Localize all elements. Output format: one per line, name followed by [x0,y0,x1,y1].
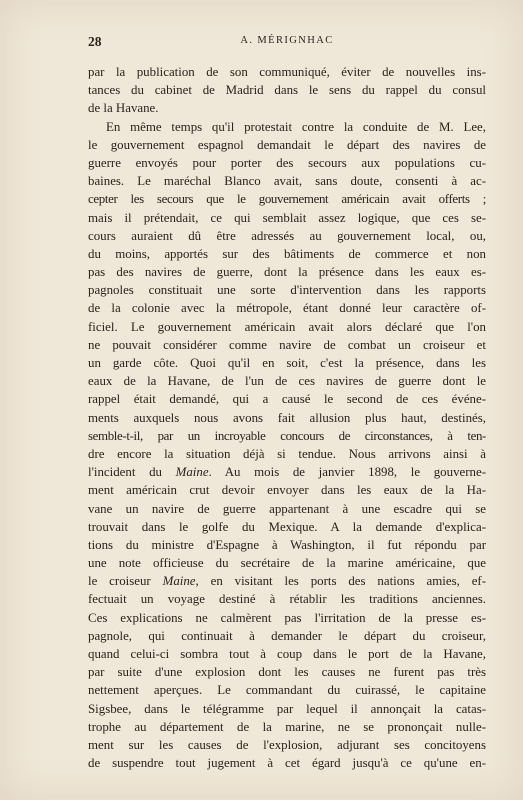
text-segment: pagnoles constituait une sorte d'intervention dans les rapports [88,283,486,298]
text-segment: Ces explications ne calmèrent pas l'irritation de la presse es- [88,610,486,625]
text-segment: rappel était demandé, qui a causé le second de ces événe- [88,392,486,407]
text-line [88,209,486,227]
text-segment: cours auraient dû être adressés au gouvernement local, ou, [88,228,486,243]
text-line [88,281,486,299]
text-line [88,700,486,718]
text-segment: baines. Le maréchal Blanco avait, sans doute, consenti à ac- [88,174,486,189]
text-segment: de la Havane. [88,101,159,116]
text-line [88,172,486,190]
text-segment: du moins, apportés sur des bâtiments de commerce et non [88,246,486,261]
text-line [88,136,486,154]
text-line [88,99,486,117]
text-segment: une note officieuse du secrétaire de la marine américaine, que [88,556,486,571]
text-segment: le gouvernement espagnol demandait le départ des navires de [88,137,486,152]
text-segment: ne pouvait considérer comme navire de combat un croiseur et [88,337,486,352]
body-text [88,63,486,772]
text-line [88,681,486,699]
text-line [88,372,486,390]
text-segment: En même temps qu'il protestait contre la conduite de M. Lee, [106,119,486,134]
text-line [88,463,486,481]
text-segment: ficiel. Le gouvernement américain avait alors déclaré que l'on [88,319,486,334]
text-line [88,718,486,736]
text-segment: nettement aperçues. Le commandant du cuirassé, le capitaine [88,683,486,698]
text-segment: l'incident du [88,465,176,480]
text-segment: cepter les secours que le gouvernement américain avait offerts ; [88,192,486,207]
text-line [88,736,486,754]
text-segment: mais il prétendait, ce qui semblait assez logique, que ces se- [88,210,486,225]
text-segment: ment sur les causes de l'explosion, adjurant ses concitoyens [88,737,486,752]
text-segment: quand celui-ci sombra tout à coup dans le port de la Havane, [88,647,486,661]
text-line [88,554,486,572]
text-line [88,518,486,536]
text-line [88,299,486,317]
text-line [88,81,486,99]
text-segment: semble-t-il, par un incroyable concours de circonstances, à ten- [88,428,486,443]
text-line [88,590,486,608]
text-segment: ment américain crut devoir envoyer dans les eaux de la Ha- [88,483,486,498]
text-segment: un garde côte. Quoi qu'il en soit, c'est la présence, dans les [88,356,486,370]
text-line [88,572,486,590]
text-segment: tions du ministre d'Espagne à Washington, il fut répondu par [88,537,486,552]
text-segment: eaux de la Havane, de l'un de ces navires de guerre dont le [88,374,486,389]
text-segment: trophe au département de la marine, ne se prononçait nulle- [88,719,486,734]
text-line [88,536,486,554]
text-line [88,354,486,372]
text-line [88,390,486,408]
text-segment: , en visitant les ports des nations amies, ef- [195,574,486,589]
text-segment: vane un navire de guerre appartenant à une escadre qui se [88,501,486,516]
text-line [88,445,486,463]
text-segment: ments auxquels nous avons fait allusion plus haut, destinés, [88,410,486,425]
text-line [88,118,486,136]
text-segment: fectuait un voyage destiné à rétablir les traditions anciennes. [88,592,486,607]
text-line [88,481,486,499]
text-line [88,609,486,627]
text-line [88,154,486,172]
ship-name-italic: Maine [175,465,209,480]
text-segment: pagnole, qui continuait à demander le départ du croiseur, [88,628,486,643]
running-head: A. MÉRIGNHAC [240,35,334,46]
text-line [88,318,486,336]
text-line [88,409,486,427]
ship-name-italic: Maine [162,574,196,589]
text-segment: . Au mois de janvier 1898, le gouverne- [208,465,486,480]
text-segment: par la publication de son communiqué, éviter de nouvelles ins- [88,65,486,79]
text-segment: de suspendre tout jugement à cet égard jusqu'à ce qu'une en- [88,756,486,771]
text-segment: Sigsbee, dans le télégramme par lequel il annonçait la catas- [88,701,486,716]
text-line [88,663,486,681]
text-line [88,336,486,354]
text-line [88,63,486,81]
text-line [88,245,486,263]
page-number: 28 [88,34,102,49]
text-line [88,263,486,281]
text-segment: tances du cabinet de Madrid dans le sens du rappel du consul [88,83,486,98]
text-line [88,754,486,772]
page-header [88,34,486,52]
text-line [88,645,486,663]
text-segment: de la colonie avec la métropole, étant donné leur caractère of- [88,301,486,316]
text-segment: le croiseur [88,574,163,589]
text-line [88,227,486,245]
text-segment: dre encore la situation déjà si tendue. Nous arrivons ainsi à [88,446,486,461]
text-segment: pas des navires de guerre, dont la présence dans les eaux es- [88,265,486,280]
text-line [88,427,486,445]
text-segment: guerre envoyés pour porter des secours aux populations cu- [88,155,486,170]
text-segment: trouvait dans le golfe du Mexique. A la demande d'explica- [88,519,486,534]
text-line [88,500,486,518]
text-line [88,190,486,208]
text-segment: par suite d'une explosion dont les causes ne furent pas très [88,665,486,680]
text-line [88,627,486,645]
